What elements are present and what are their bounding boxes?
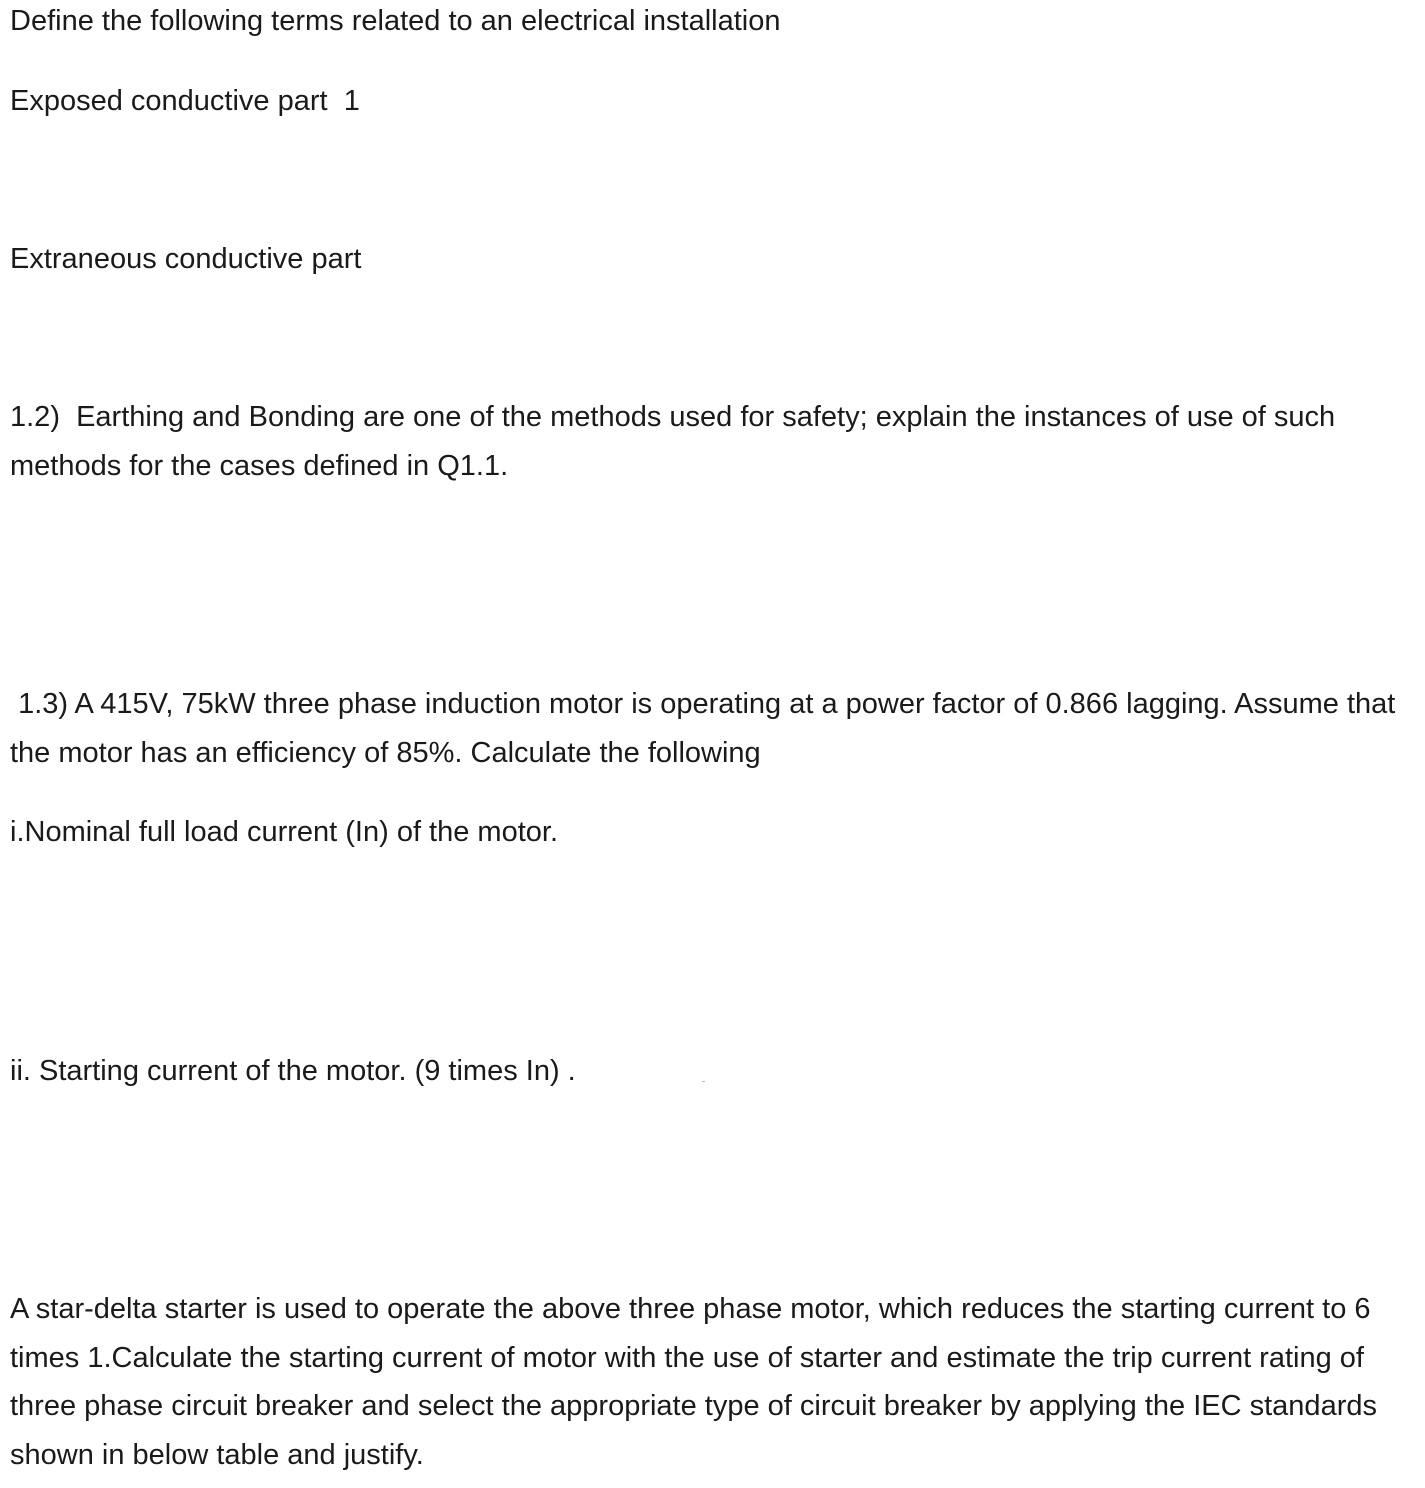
term-extraneous-conductive-part: Extraneous conductive part	[10, 243, 362, 275]
answer-space-part-i[interactable]	[10, 860, 1410, 1045]
stray-mark	[702, 1081, 705, 1082]
question-1-3: 1.3) A 415V, 75kW three phase induction motor is operating at a power factor of 0.866 lagging. Assume that the motor has an efficiency of 85%. Calculate the following	[10, 688, 1404, 769]
question-1-3-part-i: i.Nominal full load current (In) of the motor.	[10, 816, 559, 848]
question-1-2: 1.2) Earthing and Bonding are one of the methods used for safety; explain the instances of use of such methods for the cases defined in Q1.1.	[10, 401, 1344, 482]
star-delta-question: A star-delta starter is used to operate the above three phase motor, which reduces the starting current to 6 times 1.Calculate the starting current of motor with the use of starter and estimate the trip current rating of three phase circuit breaker and select the appropriate type of circuit breaker by applying the IEC standards shown in below table and justify.	[10, 1293, 1377, 1471]
answer-space-1-2[interactable]	[10, 495, 1410, 675]
intro-heading: Define the following terms related to an electrical installation	[10, 5, 781, 37]
answer-space-part-ii[interactable]	[10, 1100, 1410, 1280]
answer-space-extraneous[interactable]	[10, 286, 1410, 391]
answer-space-exposed[interactable]	[10, 128, 1410, 233]
term-exposed-conductive-part: Exposed conductive part 1	[10, 85, 360, 117]
question-1-3-part-ii: ii. Starting current of the motor. (9 times In) .	[10, 1055, 576, 1087]
